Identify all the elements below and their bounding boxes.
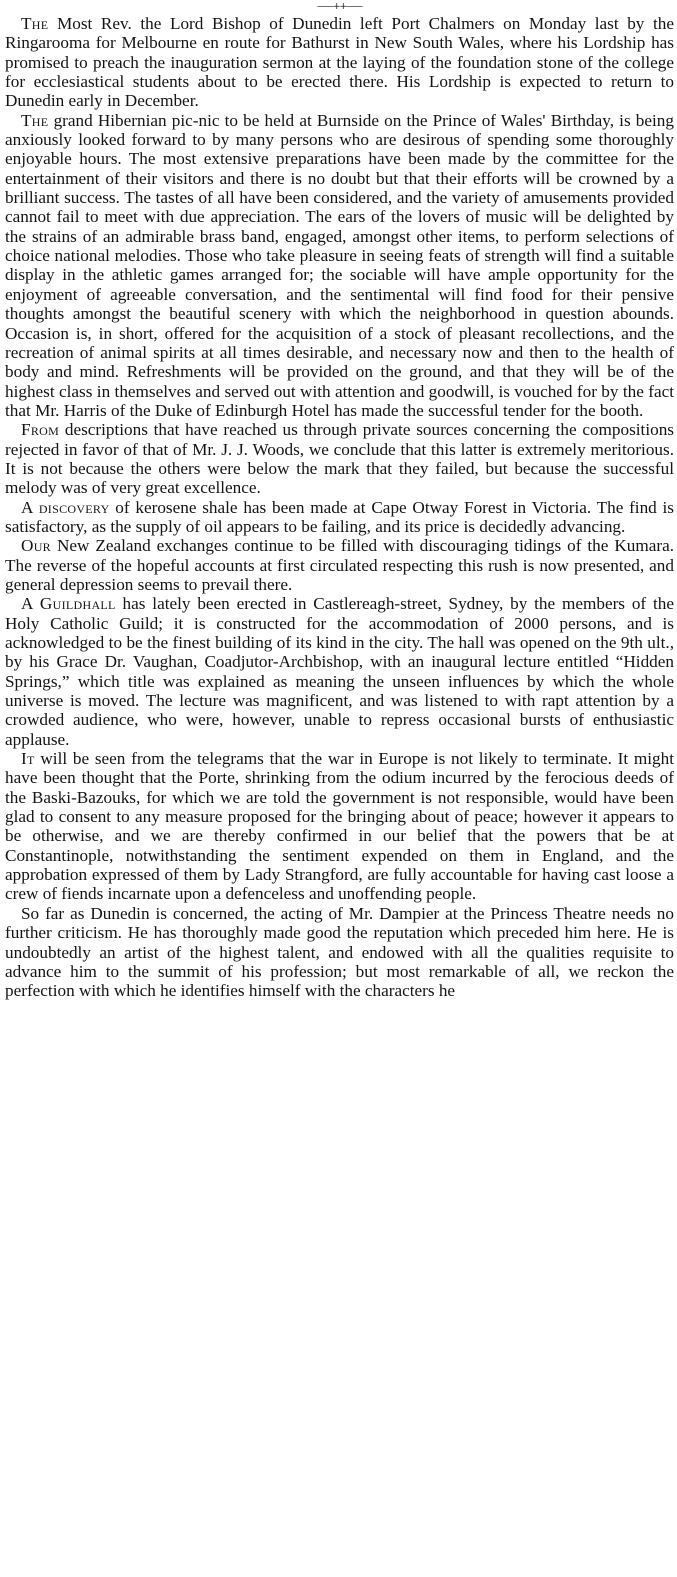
- paragraph-hibernian-picnic: [5, 111, 674, 421]
- paragraph-text: will be seen from the telegrams that the war in Europe is not likely to terminate. It might have been thought that the Porte, shrinking from the odium incurred by the ferocious deeds of the Baski-Bazouks, for which we are told the government is not responsible, would have been glad to consent to any measure proposed for the bringing about of peace; however it appears to be otherwise, and we are thereby confirmed in our belief that the powers that be at Constantinople, notwithstanding the sentiment expended on them in England, and the approbation expressed of them by Lady Strangford, are fully accountable for having cast loose a crew of fiends incarnate upon a defenceless and unoffending people.: [5, 749, 674, 904]
- paragraph-war-in-europe: [5, 749, 674, 904]
- paragraph-text: of kerosene shale has been made at Cape Otway Forest in Victoria. The find is satisfactory, as the supply of oil appears to be failing, and its price is decidedly advancing.: [5, 497, 674, 536]
- paragraph-kumara: [5, 536, 674, 594]
- paragraph-lead: Our: [21, 536, 51, 556]
- paragraph-text: So far as Dunedin is concerned, the acting of Mr. Dampier at the Princess Theatre needs no further criticism. He has thoroughly made good the reputation which preceded him here. He is undoubtedly an artist of the highest talent, and endowed with all the qualities requisite to advance him to the summit of his profession; but most remarkable of all, we reckon the perfection with which he identifies himself with the characters he: [5, 903, 674, 1001]
- paragraph-dampier-theatre: [5, 904, 674, 1001]
- paragraph-kerosene-shale: [5, 498, 674, 537]
- ornament-text: ——++——: [316, 1, 363, 12]
- paragraph-text: Most Rev. the Lord Bishop of Dunedin left Port Chalmers on Monday last by the Ringarooma for Melbourne en route for Bathurst in New South Wales, where his Lordship has promised to preach the inauguration sermon at the laying of the foundation stone of the college for ecclesiastical students about to be erected there. His Lordship is expected to return to Dunedin early in December.: [5, 14, 674, 111]
- paragraph-lead: From: [21, 420, 60, 440]
- paragraph-text: New Zealand exchanges continue to be filled with discouraging tidings of the Kumara. The reverse of the hopeful accounts at first circulated respecting this rush is now presented, and general depression seems to prevail there.: [5, 536, 674, 594]
- paragraph-text: has lately been erected in Castlereagh-street, Sydney, by the members of the Holy Catholic Guild; it is constructed for the accommodation of 2000 persons, and is acknowledged to be the finest building of its kind in the city. The hall was opened on the 9th ult., by his Grace Dr. Vaughan, Coadjutor-Archbishop, with an inaugural lecture entitled “Hidden Springs,” which title was explained as meaning the unseen influences by which the whole universe is moved. The lecture was magnificent, and was listened to with rapt attention by a crowded audience, who were, however, unable to repress occasional bursts of enthusiastic applause.: [5, 594, 675, 749]
- paragraph-text: descriptions that have reached us through private sources concerning the compositions rejected in favor of that of Mr. J. J. Woods, we conclude that this latter is extremely meritorious. It is not because the others were below the mark that they failed, but because the successful melody was of very great excellence.: [5, 420, 674, 498]
- paragraph-compositions: [5, 420, 674, 497]
- paragraph-guildhall: [5, 594, 674, 749]
- paragraph-lead: It: [21, 749, 35, 769]
- article-column: [5, 14, 674, 1001]
- paragraph-bishop-departure: [5, 14, 674, 111]
- column-divider-ornament: [5, 0, 674, 14]
- paragraph-text: grand Hibernian pic-nic to be held at Burnside on the Prince of Wales' Birthday, is being anxiously looked forward to by many persons who are desirous of spending some thoroughly enjoyable hours. The most extensive preparations have been made by the committee for the entertainment of their visitors and there is no doubt but that their efforts will be crowned by a brilliant success. The tastes of all have been considered, and the variety of amusements provided cannot fail to meet with due appreciation. The ears of the lovers of music will be delighted by the strains of an admirable brass band, engaged, amongst other items, to perform selections of choice national melodies. Those who take pleasure in seeing feats of strength will find a suitable display in the athletic games arranged for; the sociable will have ample opportunity for the enjoyment of agreeable conversation, and the sentimental will find food for their pensive thoughts amongst the beautiful scenery with which the neighborhood in question abounds. Occasion is, in short, offered for the acquisition of a stock of pleasant recollections, and the recreation of animal spirits at all times desirable, and necessary now and then to the health of body and mind. Refreshments will be provided on the ground, and that they will be of the highest class in themselves and served out with attention and goodwill, is vouched for by the fact that Mr. Harris of the Duke of Edinburgh Hotel has made the successful tender for the booth.: [5, 110, 674, 420]
- paragraph-lead: A Guildhall: [21, 594, 116, 614]
- paragraph-lead: The: [21, 110, 49, 130]
- paragraph-lead: A discovery: [21, 497, 110, 517]
- paragraph-lead: The: [21, 14, 49, 33]
